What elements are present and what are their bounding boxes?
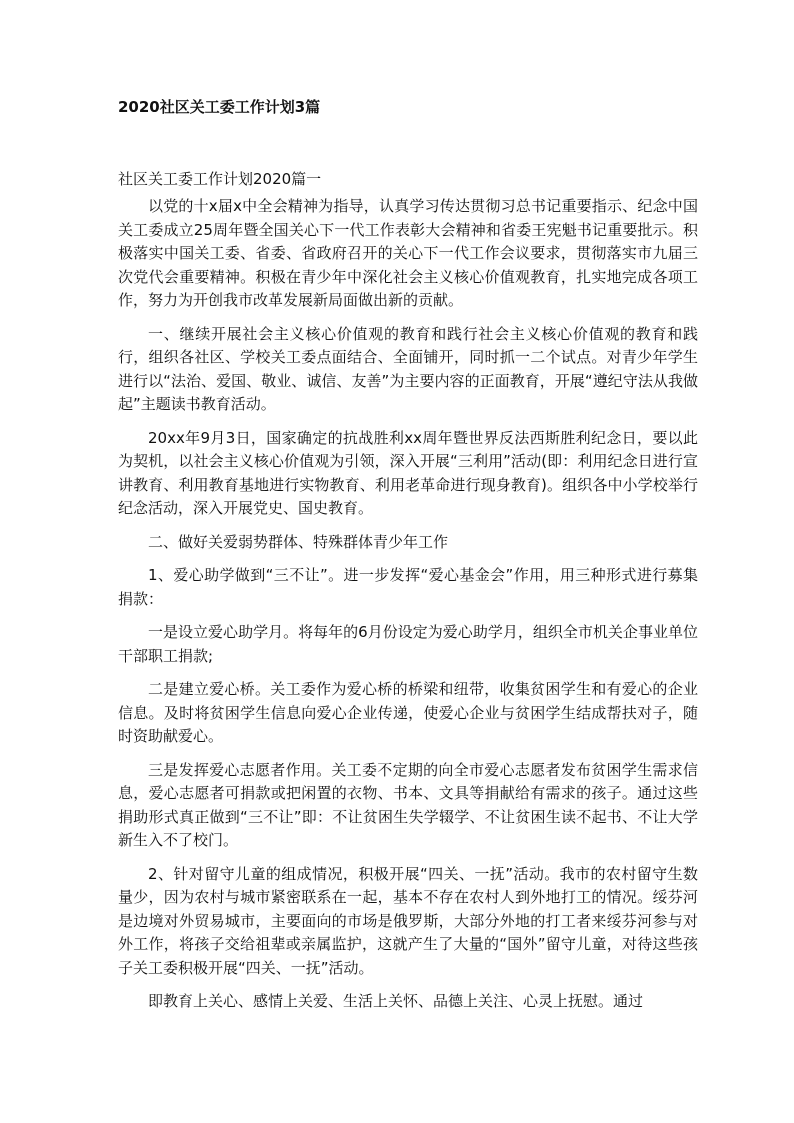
- paragraph-love-bridge: 二是建立爱心桥。关工委作为爱心桥的桥梁和纽带，收集贫困学生和有爱心的企业信息。及时将贫困学生信息向爱心企业传递，使爱心企业与贫困学生结成帮扶对子，随时资助献爱心。: [118, 680, 698, 745]
- paragraph-core-values: 一、继续开展社会主义核心价值观的教育和践行社会主义核心价值观的教育和践行，组织各社区、学校关工委点面结合、全面铺开，同时抓一二个试点。对青少年学生进行以“法治、爱国、敬业、诚信、友善”为主要内容的正面教育，开展“遵纪守法从我做起”主题读书教育活动。: [118, 324, 698, 413]
- paragraph-volunteers: 三是发挥爱心志愿者作用。关工委不定期的向全市爱心志愿者发布贫困学生需求信息，爱心志愿者可捐款或把闲置的衣物、书本、文具等捐献给有需求的孩子。通过这些捐助形式真正做到“三不让”即：不让贫困生失学辍学、不让贫困生读不起书、不让大学新生入不了校门。: [118, 760, 698, 849]
- paragraph-aid-month: 一是设立爱心助学月。将每年的6月份设定为爱心助学月，组织全市机关企事业单位干部职工捐款;: [118, 623, 698, 665]
- paragraph-intro: 以党的十x届x中全会精神为指导，认真学习传达贯彻习总书记重要指示、纪念中国关工委成立25周年暨全国关心下一代工作表彰大会精神和省委王宪魁书记重要批示。积极落实中国关工委、省委、省政府召开的关心下一代工作会议要求，贯彻落实市九届三次党代会重要精神。积极在青少年中深化社会主义核心价值观教育，扎实地完成各项工作，努力为开创我市改革发展新局面做出新的贡献。: [118, 197, 698, 309]
- paragraph-aid-students: 1、爱心助学做到“三不让”。进一步发挥“爱心基金会”作用，用三种形式进行募集捐款：: [118, 566, 698, 608]
- paragraph-care-summary: 即教育上关心、感情上关爱、生活上关怀、品德上关注、心灵上抚慰。通过: [148, 992, 644, 1010]
- section-heading: 社区关工委工作计划2020篇一: [118, 170, 322, 188]
- paragraph-vulnerable-groups: 二、做好关爱弱势群体、特殊群体青少年工作: [148, 532, 449, 551]
- paragraph-anniversary: 20xx年9月3日，国家确定的抗战胜利xx周年暨世界反法西斯胜利纪念日，要以此为契机，以社会主义核心价值观为引领，深入开展“三利用”活动(即：利用纪念日进行宣讲教育、利用教育基地进行实物教育、利用老革命进行现身教育)。组织各中小学校举行纪念活动，深入开展党史、国史教育。: [118, 428, 698, 517]
- document-title: 2020社区关工委工作计划3篇: [118, 98, 321, 116]
- paragraph-left-behind-children: 2、针对留守儿童的组成情况，积极开展“四关、一抚”活动。我市的农村留守生数量少，因为农村与城市紧密联系在一起，基本不存在农村人到外地打工的情况。绥芬河是边境对外贸易城市，主要面向的市场是俄罗斯，大部分外地的打工者来绥芬河参与对外工作，将孩子交给祖辈或亲属监护，这就产生了大量的“国外”留守儿童，对待这些孩子关工委积极开展“四关、一抚”活动。: [118, 864, 698, 977]
